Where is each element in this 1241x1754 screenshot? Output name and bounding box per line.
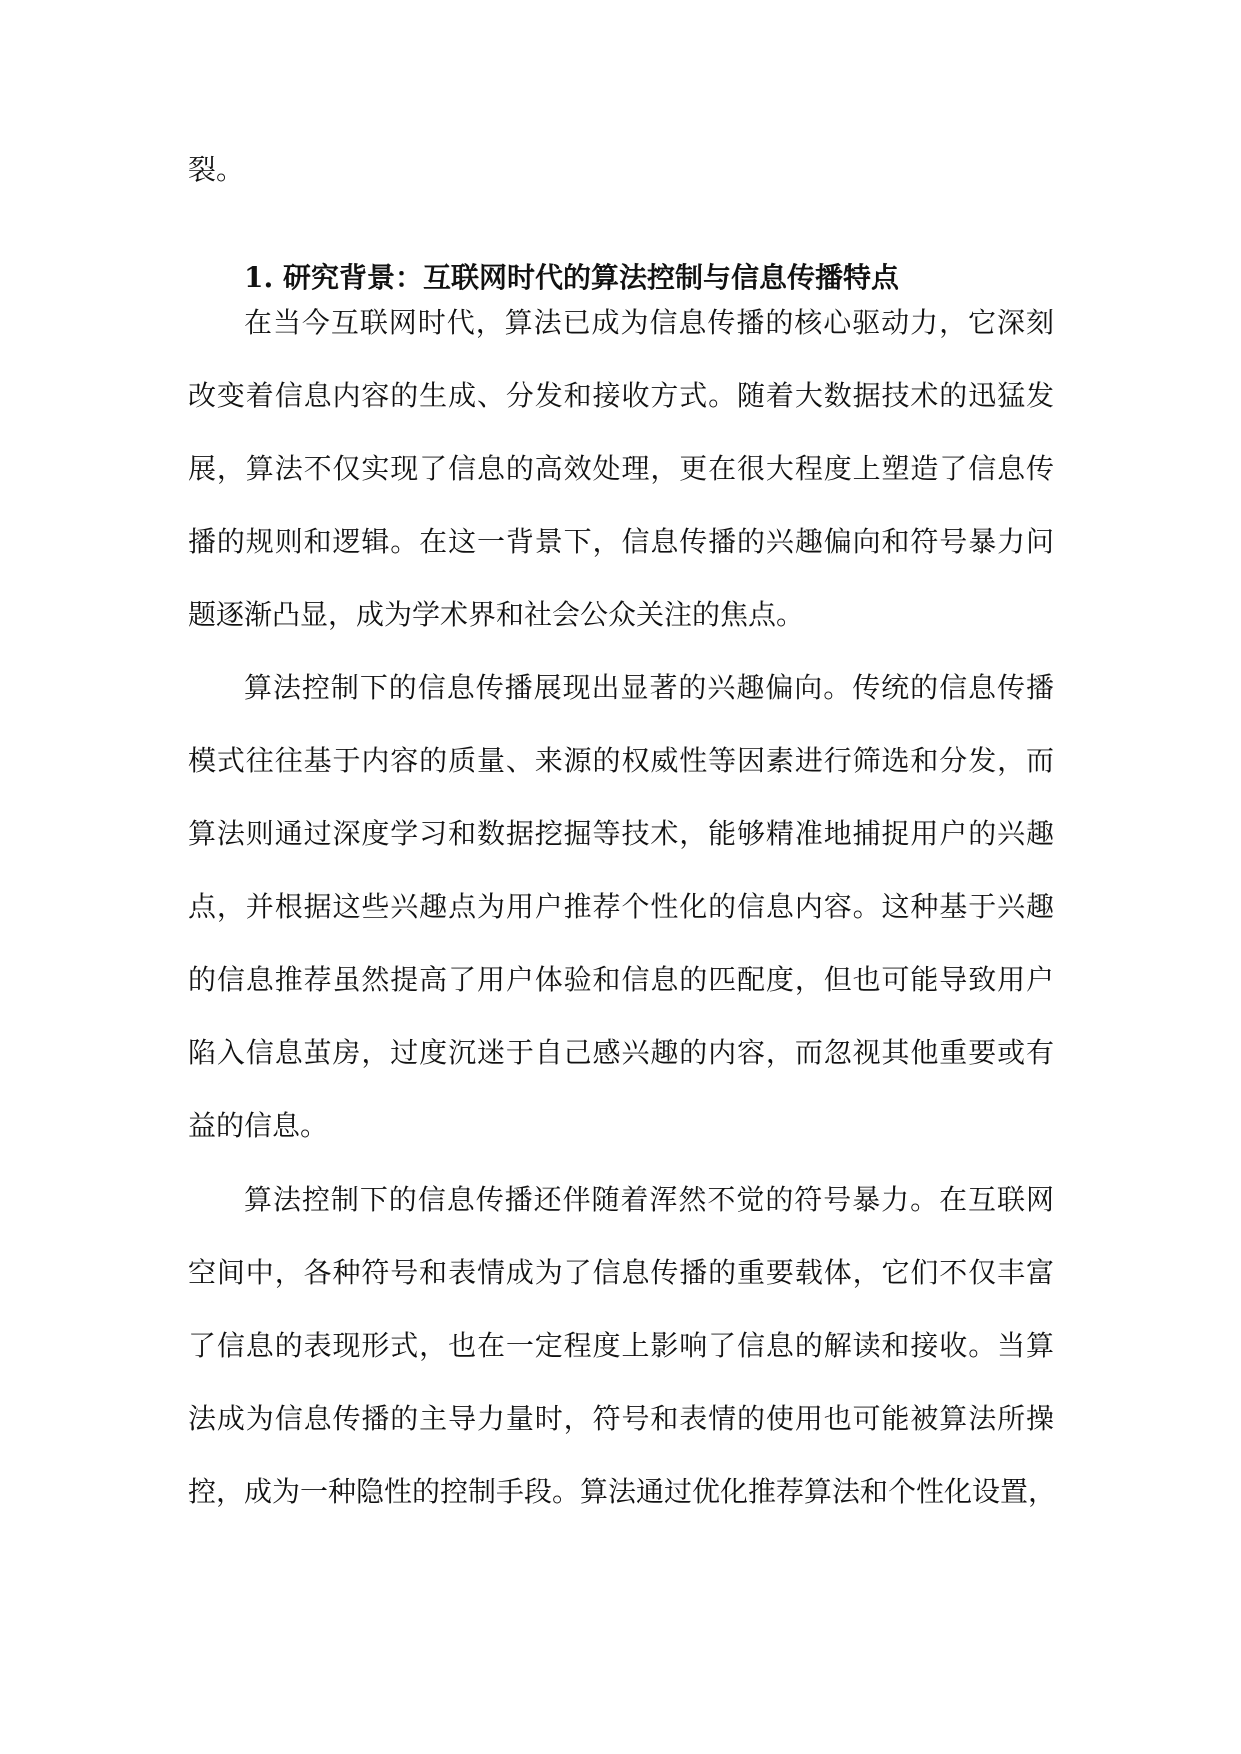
continued-text-fragment: 裂。: [188, 153, 245, 186]
paragraph-line: 模式往往基于内容的质量、来源的权威性等因素进行筛选和分发，而: [188, 744, 1054, 777]
paragraph-line: 控，成为一种隐性的控制手段。算法通过优化推荐算法和个性化设置，: [188, 1475, 1057, 1508]
paragraph-line: 改变着信息内容的生成、分发和接收方式。随着大数据技术的迅猛发: [188, 379, 1054, 412]
paragraph-line: 算法控制下的信息传播展现出显著的兴趣偏向。传统的信息传播: [244, 671, 1054, 704]
paragraph-line: 法成为信息传播的主导力量时，符号和表情的使用也可能被算法所操: [188, 1402, 1054, 1435]
section-heading: 1. 研究背景：互联网时代的算法控制与信息传播特点: [244, 261, 899, 294]
paragraph-line: 播的规则和逻辑。在这一背景下，信息传播的兴趣偏向和符号暴力问: [188, 525, 1054, 558]
paragraph-line: 展，算法不仅实现了信息的高效处理，更在很大程度上塑造了信息传: [188, 452, 1054, 485]
paragraph-line: 的信息推荐虽然提高了用户体验和信息的匹配度，但也可能导致用户: [188, 963, 1054, 996]
paragraph-line: 点，并根据这些兴趣点为用户推荐个性化的信息内容。这种基于兴趣: [188, 890, 1054, 923]
paragraph-line: 算法控制下的信息传播还伴随着浑然不觉的符号暴力。在互联网: [244, 1183, 1054, 1216]
paragraph-line: 益的信息。: [188, 1109, 329, 1142]
paragraph-line: 算法则通过深度学习和数据挖掘等技术，能够精准地捕捉用户的兴趣: [188, 817, 1054, 850]
paragraph-line: 陷入信息茧房，过度沉迷于自己感兴趣的内容，而忽视其他重要或有: [188, 1036, 1054, 1069]
paragraph-line: 题逐渐凸显，成为学术界和社会公众关注的焦点。: [188, 598, 805, 631]
paragraph-line: 空间中，各种符号和表情成为了信息传播的重要载体，它们不仅丰富: [188, 1256, 1054, 1289]
paragraph-line: 在当今互联网时代，算法已成为信息传播的核心驱动力，它深刻: [244, 306, 1054, 339]
paragraph-3: [188, 1180, 1057, 1545]
paragraph-1: [188, 303, 1054, 668]
paragraph-2: [188, 668, 1054, 1179]
paragraph-line: 了信息的表现形式，也在一定程度上影响了信息的解读和接收。当算: [188, 1329, 1054, 1362]
